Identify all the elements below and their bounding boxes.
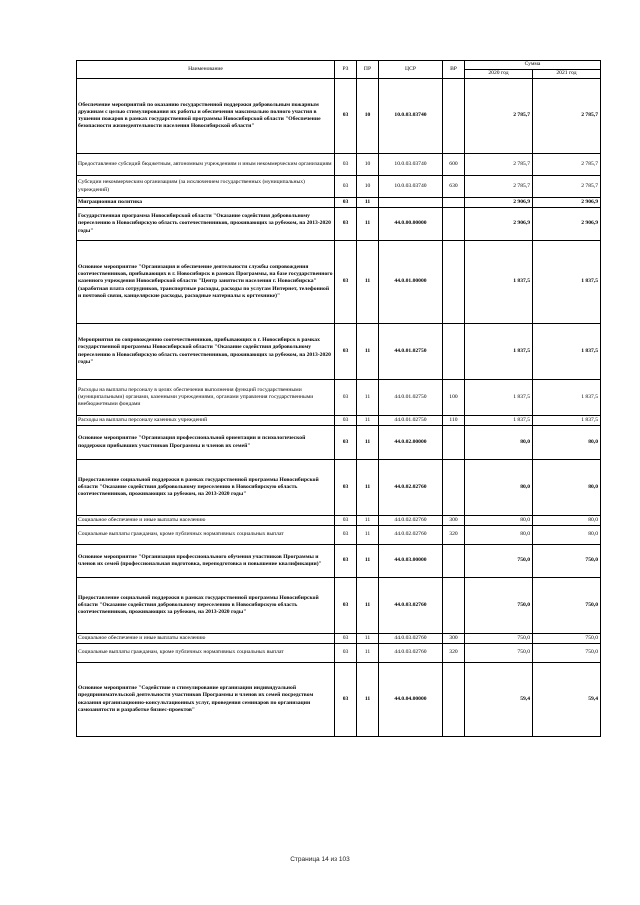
row-csr: 44.0.03.02760 [379,634,443,644]
row-amount-2020: 1 837,5 [465,416,533,426]
header-name: Наименование [77,61,335,79]
row-pr: 11 [357,416,379,426]
row-amount-2020: 59,4 [465,663,533,737]
row-amount-2021: 2 785,7 [533,154,601,176]
row-pr: 11 [357,516,379,526]
table-row [77,176,601,198]
row-rz: 03 [335,208,357,241]
row-amount-2020: 2 785,7 [465,79,533,154]
header-pr: ПР [357,61,379,79]
row-name: Обеспечение мероприятий по оказанию государственной поддержки добровольным пожарным дружинам с целью стимулирования их работы и обеспечения максимально полного участия в тушении пожаров в рамках государственной программы Новосибирской области "Обеспечение безопасности жизнедеятельности населения Новосибирской области" [77,79,335,154]
row-csr: 44.0.00.00000 [379,208,443,241]
row-vr: 100 [443,380,465,416]
row-pr: 11 [357,426,379,460]
row-vr [443,198,465,208]
row-amount-2021: 2 906,9 [533,198,601,208]
row-amount-2020: 2 906,9 [465,208,533,241]
row-amount-2020: 2 785,7 [465,176,533,198]
row-vr [443,578,465,634]
row-name: Социальное обеспечение и иные выплаты населению [77,634,335,644]
budget-table [76,60,601,737]
row-csr: 10.0.03.03740 [379,154,443,176]
row-vr [443,241,465,324]
row-amount-2021: 80,0 [533,426,601,460]
row-amount-2020: 750,0 [465,634,533,644]
row-amount-2020: 1 837,5 [465,380,533,416]
table-row [77,416,601,426]
row-vr: 300 [443,516,465,526]
row-name: Предоставление социальной поддержки в рамках государственной программы Новосибирской области "Оказание содействия добровольному переселению в Новосибирскую область соотечественников, проживающих за рубежом, на 2013-2020 годы" [77,460,335,516]
row-name: Социальные выплаты гражданам, кроме публичных нормативных социальных выплат [77,644,335,663]
row-csr [379,198,443,208]
page-number: Страница 14 из 103 [290,856,350,863]
row-rz: 03 [335,426,357,460]
row-rz: 03 [335,578,357,634]
row-amount-2020: 80,0 [465,526,533,545]
row-amount-2021: 59,4 [533,663,601,737]
table-row [77,516,601,526]
row-name: Предоставление субсидий бюджетным, автономным учреждениям и иным некоммерческим организациям [77,154,335,176]
row-pr: 11 [357,208,379,241]
row-csr: 44.0.02.02760 [379,526,443,545]
row-amount-2021: 2 906,9 [533,208,601,241]
row-pr: 11 [357,634,379,644]
row-amount-2020: 750,0 [465,545,533,578]
row-name: Расходы на выплаты персоналу казенных учреждений [77,416,335,426]
header-vr: ВР [443,61,465,79]
row-csr: 44.0.03.02760 [379,578,443,634]
row-vr: 600 [443,154,465,176]
row-name: Социальные выплаты гражданам, кроме публичных нормативных социальных выплат [77,526,335,545]
row-pr: 11 [357,663,379,737]
budget-table-sheet [76,60,600,737]
row-amount-2021: 1 837,5 [533,324,601,380]
row-rz: 03 [335,634,357,644]
row-csr: 10.0.03.03740 [379,176,443,198]
table-row [77,545,601,578]
table-row [77,198,601,208]
table-row [77,578,601,634]
row-rz: 03 [335,663,357,737]
row-pr: 11 [357,324,379,380]
table-row [77,380,601,416]
row-rz: 03 [335,526,357,545]
row-amount-2021: 750,0 [533,545,601,578]
row-csr: 44.0.01.00000 [379,241,443,324]
header-year-2021: 2021 год [533,70,601,79]
table-row [77,241,601,324]
row-vr [443,426,465,460]
table-row [77,634,601,644]
table-row [77,324,601,380]
row-csr: 44.0.02.02760 [379,516,443,526]
row-pr: 11 [357,545,379,578]
row-amount-2021: 1 837,5 [533,380,601,416]
row-name: Основное мероприятие "Организация и обеспечение деятельности службы сопровождения соотечественников, прибывающих в г. Новосибирск в рамках Программы, на базе государственного казенного учреждения Новосибирской области "Центр занятости населения г. Новосибирска" (заработная плата сотрудников, транспортные расходы, расходы по услугам Интернет, телефонной и почтовой связи, канцелярские расходы, расходные материалы к оргтехнике)" [77,241,335,324]
row-pr: 11 [357,460,379,516]
row-rz: 03 [335,176,357,198]
row-vr: 320 [443,644,465,663]
row-pr: 11 [357,526,379,545]
row-vr [443,545,465,578]
row-name: Мероприятия по сопровождению соотечественников, прибывающих в г. Новосибирск в рамках государственной программы Новосибирской области "Оказание содействия добровольному переселению в Новосибирскую область соотечественников, проживающих за рубежом, на 2013-2020 годы" [77,324,335,380]
row-amount-2020: 750,0 [465,578,533,634]
row-amount-2020: 80,0 [465,460,533,516]
row-rz: 03 [335,241,357,324]
row-rz: 03 [335,644,357,663]
row-vr: 110 [443,416,465,426]
table-row [77,154,601,176]
row-name: Расходы на выплаты персоналу в целях обеспечения выполнения функций государственными (муниципальными) органами, казенными учреждениями, органами управления государственными внебюджетными фондами [77,380,335,416]
row-amount-2021: 2 785,7 [533,176,601,198]
row-vr: 320 [443,526,465,545]
row-amount-2021: 1 837,5 [533,241,601,324]
table-row [77,460,601,516]
row-pr: 11 [357,644,379,663]
row-amount-2021: 750,0 [533,578,601,634]
row-csr: 10.0.03.03740 [379,79,443,154]
row-rz: 03 [335,154,357,176]
row-vr [443,460,465,516]
row-csr: 44.0.03.00000 [379,545,443,578]
row-rz: 03 [335,460,357,516]
row-rz: 03 [335,79,357,154]
row-vr [443,324,465,380]
row-name: Социальное обеспечение и иные выплаты населению [77,516,335,526]
table-row [77,208,601,241]
table-row [77,426,601,460]
row-rz: 03 [335,416,357,426]
row-amount-2020: 2 906,9 [465,198,533,208]
row-amount-2020: 750,0 [465,644,533,663]
table-row [77,79,601,154]
header-csr: ЦСР [379,61,443,79]
row-csr: 44.0.01.02750 [379,380,443,416]
header-sum: Сумма [465,61,601,70]
row-pr: 11 [357,198,379,208]
row-pr: 10 [357,176,379,198]
row-name: Миграционная политика [77,198,335,208]
table-row [77,663,601,737]
row-vr: 300 [443,634,465,644]
header-rz: РЗ [335,61,357,79]
row-csr: 44.0.02.00000 [379,426,443,460]
row-name: Субсидии некоммерческим организациям (за исключением государственных (муниципальных) учреждений) [77,176,335,198]
row-rz: 03 [335,545,357,578]
row-amount-2020: 2 785,7 [465,154,533,176]
row-pr: 10 [357,79,379,154]
table-body [77,79,601,737]
row-pr: 11 [357,578,379,634]
row-vr: 630 [443,176,465,198]
row-rz: 03 [335,380,357,416]
row-amount-2021: 1 837,5 [533,416,601,426]
row-vr [443,79,465,154]
row-vr [443,663,465,737]
row-amount-2020: 80,0 [465,516,533,526]
row-vr [443,208,465,241]
row-name: Основное мероприятие "Организация профессиональной ориентации и психологической поддержки прибывших участников Программы и членов их семей" [77,426,335,460]
row-name: Предоставление социальной поддержки в рамках государственной программы Новосибирской области "Оказание содействия добровольному переселению в Новосибирскую область соотечественников, проживающих за рубежом, на 2013-2020 годы" [77,578,335,634]
row-name: Государственная программа Новосибирской области "Оказание содействия добровольному переселению в Новосибирскую область соотечественников, проживающих за рубежом, на 2013-2020 годы" [77,208,335,241]
row-pr: 10 [357,154,379,176]
row-name: Основное мероприятие "Организация профессионального обучения участников Программы и членов их семей (профессиональная подготовка, переподготовка и повышение квалификации)" [77,545,335,578]
table-row [77,644,601,663]
row-name: Основное мероприятие "Содействие и стимулирование организации индивидуальной предпринимательской деятельности участников Программы и членов их семей посредством оказания организационно-консультационных услуг, проведения семинаров по организации самозанятости и разработке бизнес-проектов" [77,663,335,737]
row-amount-2021: 750,0 [533,634,601,644]
header-year-2020: 2020 год [465,70,533,79]
row-amount-2020: 1 837,5 [465,241,533,324]
row-csr: 44.0.04.00000 [379,663,443,737]
row-amount-2021: 80,0 [533,516,601,526]
row-csr: 44.0.02.02760 [379,460,443,516]
row-amount-2021: 750,0 [533,644,601,663]
row-rz: 03 [335,198,357,208]
table-row [77,526,601,545]
row-amount-2021: 80,0 [533,460,601,516]
row-amount-2021: 2 785,7 [533,79,601,154]
row-csr: 44.0.03.02760 [379,644,443,663]
row-pr: 11 [357,241,379,324]
row-rz: 03 [335,516,357,526]
row-pr: 11 [357,380,379,416]
row-amount-2020: 1 837,5 [465,324,533,380]
row-amount-2020: 80,0 [465,426,533,460]
row-amount-2021: 80,0 [533,526,601,545]
row-rz: 03 [335,324,357,380]
row-csr: 44.0.01.02750 [379,416,443,426]
row-csr: 44.0.01.02750 [379,324,443,380]
